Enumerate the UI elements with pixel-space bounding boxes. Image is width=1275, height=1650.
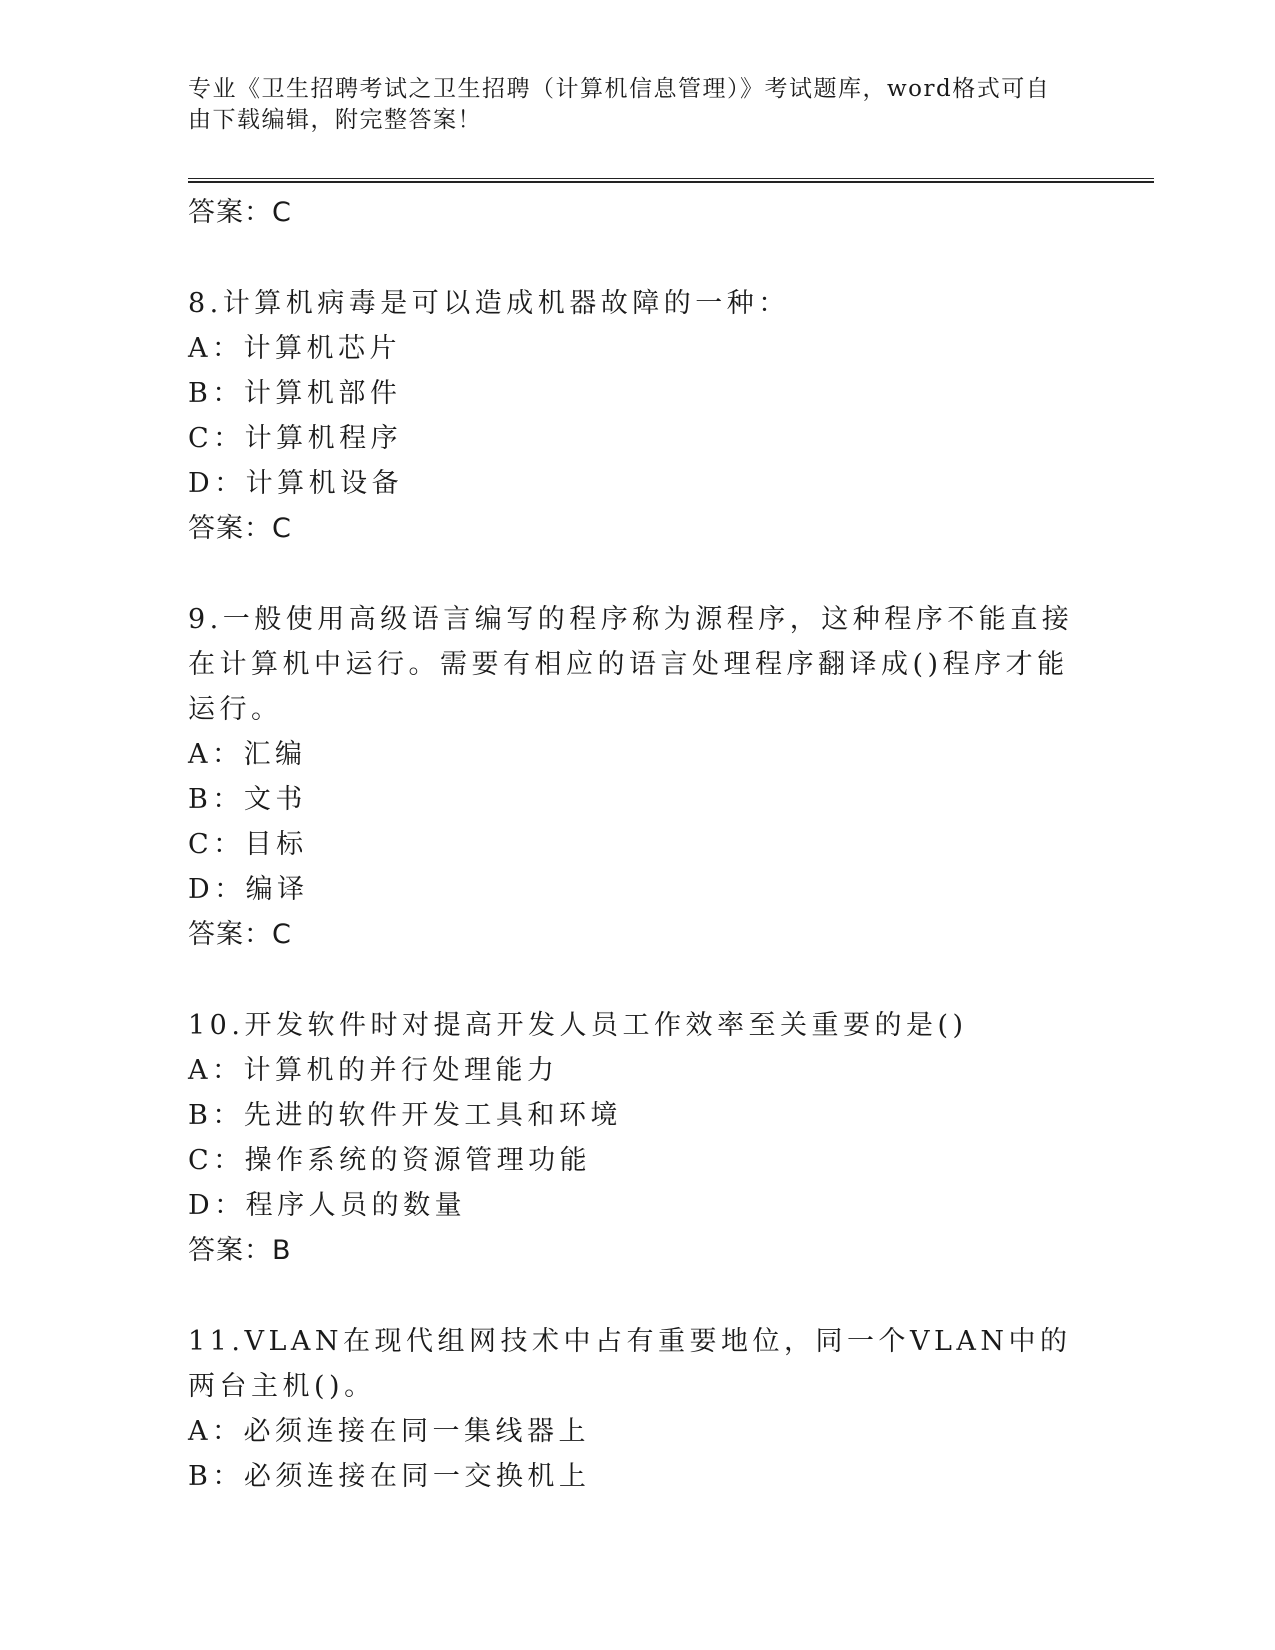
- answer-line: 答案：B: [188, 1235, 292, 1266]
- option-b: B：先进的软件开发工具和环境: [188, 1100, 622, 1131]
- answer-line: 答案：C: [188, 919, 292, 950]
- question-9: [188, 597, 1088, 957]
- option-a: A：计算机芯片: [188, 333, 401, 364]
- question-8: [188, 281, 1088, 551]
- option-a: A：必须连接在同一集线器上: [188, 1416, 590, 1447]
- option-b: B：文书: [188, 784, 307, 815]
- question-10: [188, 1003, 1088, 1273]
- option-c: C：操作系统的资源管理功能: [188, 1145, 592, 1176]
- option-d: D：计算机设备: [188, 468, 404, 499]
- header-divider: [188, 178, 1154, 183]
- answer-line: 答案：C: [188, 513, 292, 544]
- option-d: D：编译: [188, 874, 309, 905]
- option-d: D：程序人员的数量: [188, 1190, 467, 1221]
- question-text: 9.一般使用高级语言编写的程序称为源程序，这种程序不能直接在计算机中运行。需要有相应的语言处理程序翻译成()程序才能运行。: [188, 604, 1074, 725]
- option-a: A：汇编: [188, 739, 307, 770]
- question-text: 10.开发软件时对提高开发人员工作效率至关重要的是(): [188, 1010, 968, 1041]
- option-a: A：计算机的并行处理能力: [188, 1055, 559, 1086]
- question-text: 11.VLAN在现代组网技术中占有重要地位，同一个VLAN中的两台主机()。: [188, 1326, 1072, 1402]
- question-text: 8.计算机病毒是可以造成机器故障的一种：: [188, 288, 790, 319]
- option-b: B：必须连接在同一交换机上: [188, 1461, 591, 1492]
- question-list: [188, 190, 1088, 1499]
- document-header: 专业《卫生招聘考试之卫生招聘（计算机信息管理）》考试题库，word格式可自由下载编辑，附完整答案！: [188, 76, 1051, 133]
- option-c: C：目标: [188, 829, 308, 860]
- answer-line: 答案：C: [188, 197, 292, 228]
- option-c: C：计算机程序: [188, 423, 403, 454]
- option-b: B：计算机部件: [188, 378, 402, 409]
- question-11: [188, 1319, 1088, 1499]
